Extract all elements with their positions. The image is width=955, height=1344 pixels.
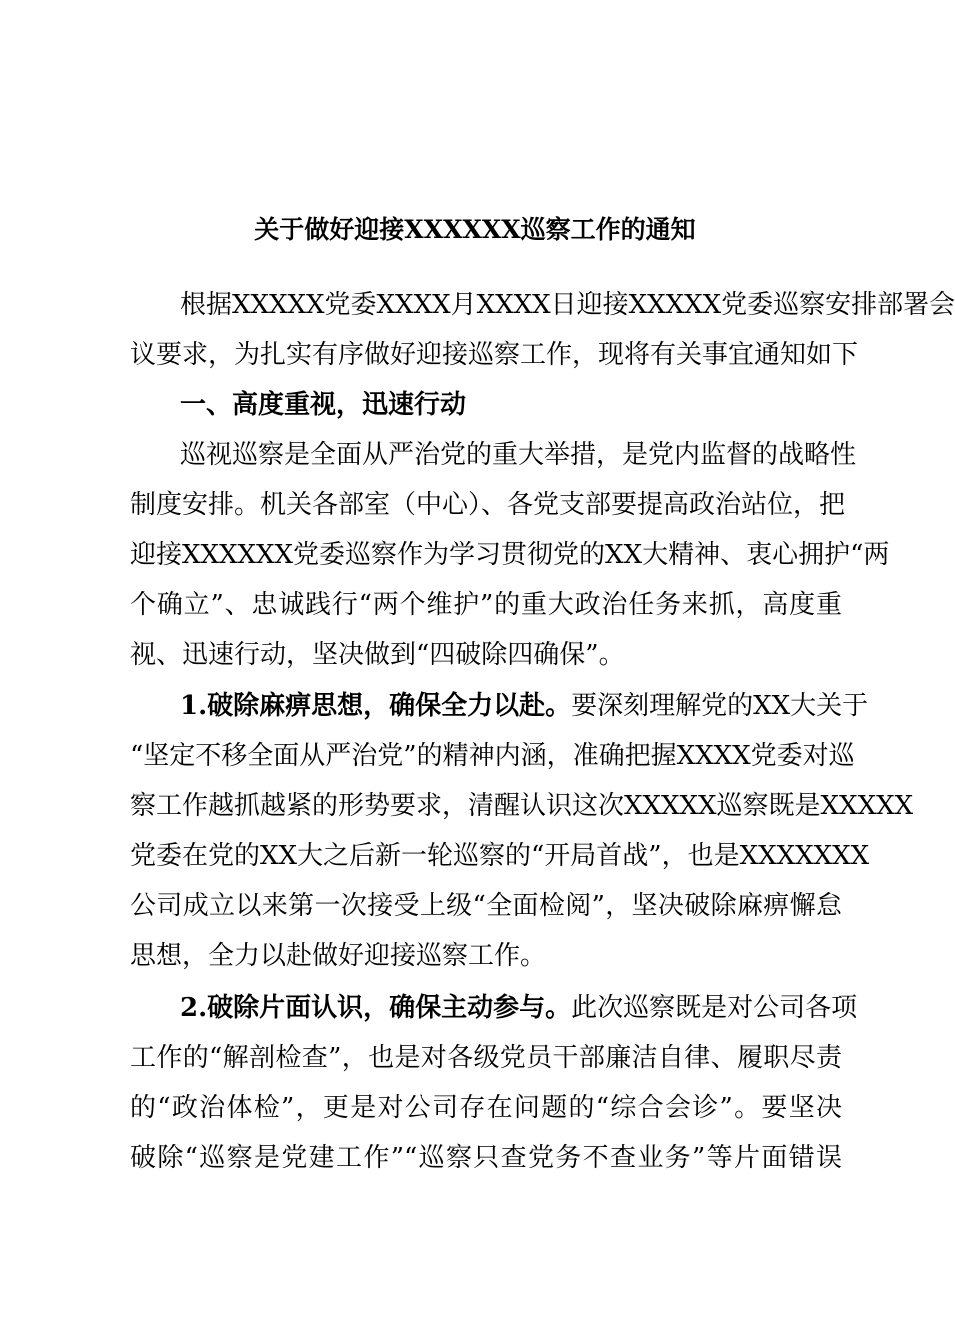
- paragraph-line: 制度安排。机关各部室（中心）、各党支部要提高政治站位，把: [130, 490, 846, 520]
- paragraph-line: 工作的“解剖检查”，也是对各级党员干部廉洁自律、履职尽责: [130, 1043, 842, 1073]
- section-heading: 一、高度重视，迅速行动: [180, 390, 467, 420]
- item-lead: 1.破除麻痹思想，确保全力以赴。: [180, 691, 572, 721]
- item-lead: 2.破除片面认识，确保主动参与。: [180, 993, 572, 1023]
- item-first-rest: 此次巡察既是对公司各项: [571, 993, 858, 1023]
- paragraph-line: 视、迅速行动，坚决做到“四破除四确保”。: [130, 640, 625, 670]
- paragraph-line: 破除“巡察是党建工作”“巡察只查党务不查业务”等片面错误: [130, 1143, 842, 1173]
- paragraph-line: 察工作越抓越紧的形势要求，清醒认识这次XXXXX巡察既是XXXXX: [130, 791, 914, 821]
- item-first-line: [180, 688, 869, 724]
- paragraph-line: 党委在党的XX大之后新一轮巡察的“开局首战”，也是XXXXXXX: [130, 841, 870, 871]
- paragraph-line: 思想，全力以赴做好迎接巡察工作。: [130, 941, 547, 971]
- document-title: 关于做好迎接XXXXXX巡察工作的通知: [254, 215, 696, 244]
- intro-line: 议要求，为扎实有序做好迎接巡察工作，现将有关事宜通知如下: [130, 340, 859, 370]
- item-first-line: [180, 990, 858, 1026]
- paragraph-line: 巡视巡察是全面从严治党的重大举措，是党内监督的战略性: [180, 440, 857, 470]
- paragraph-line: “坚定不移全面从严治党”的精神内涵，准确把握XXXX党委对巡: [130, 741, 855, 771]
- paragraph-line: 的“政治体检”，更是对公司存在问题的“综合会诊”。要坚决: [130, 1093, 842, 1123]
- paragraph-line: 公司成立以来第一次接受上级“全面检阅”，坚决破除麻痹懈怠: [130, 891, 842, 921]
- paragraph-line: 个确立”、忠诚践行“两个维护”的重大政治任务来抓，高度重: [130, 590, 842, 620]
- item-first-rest: 要深刻理解党的XX大关于: [571, 691, 869, 721]
- paragraph-line: 迎接XXXXXX党委巡察作为学习贯彻党的XX大精神、衷心拥护“两: [130, 540, 890, 570]
- intro-line: 根据XXXXX党委XXXX月XXXX日迎接XXXXX党委巡察安排部署会: [180, 290, 955, 320]
